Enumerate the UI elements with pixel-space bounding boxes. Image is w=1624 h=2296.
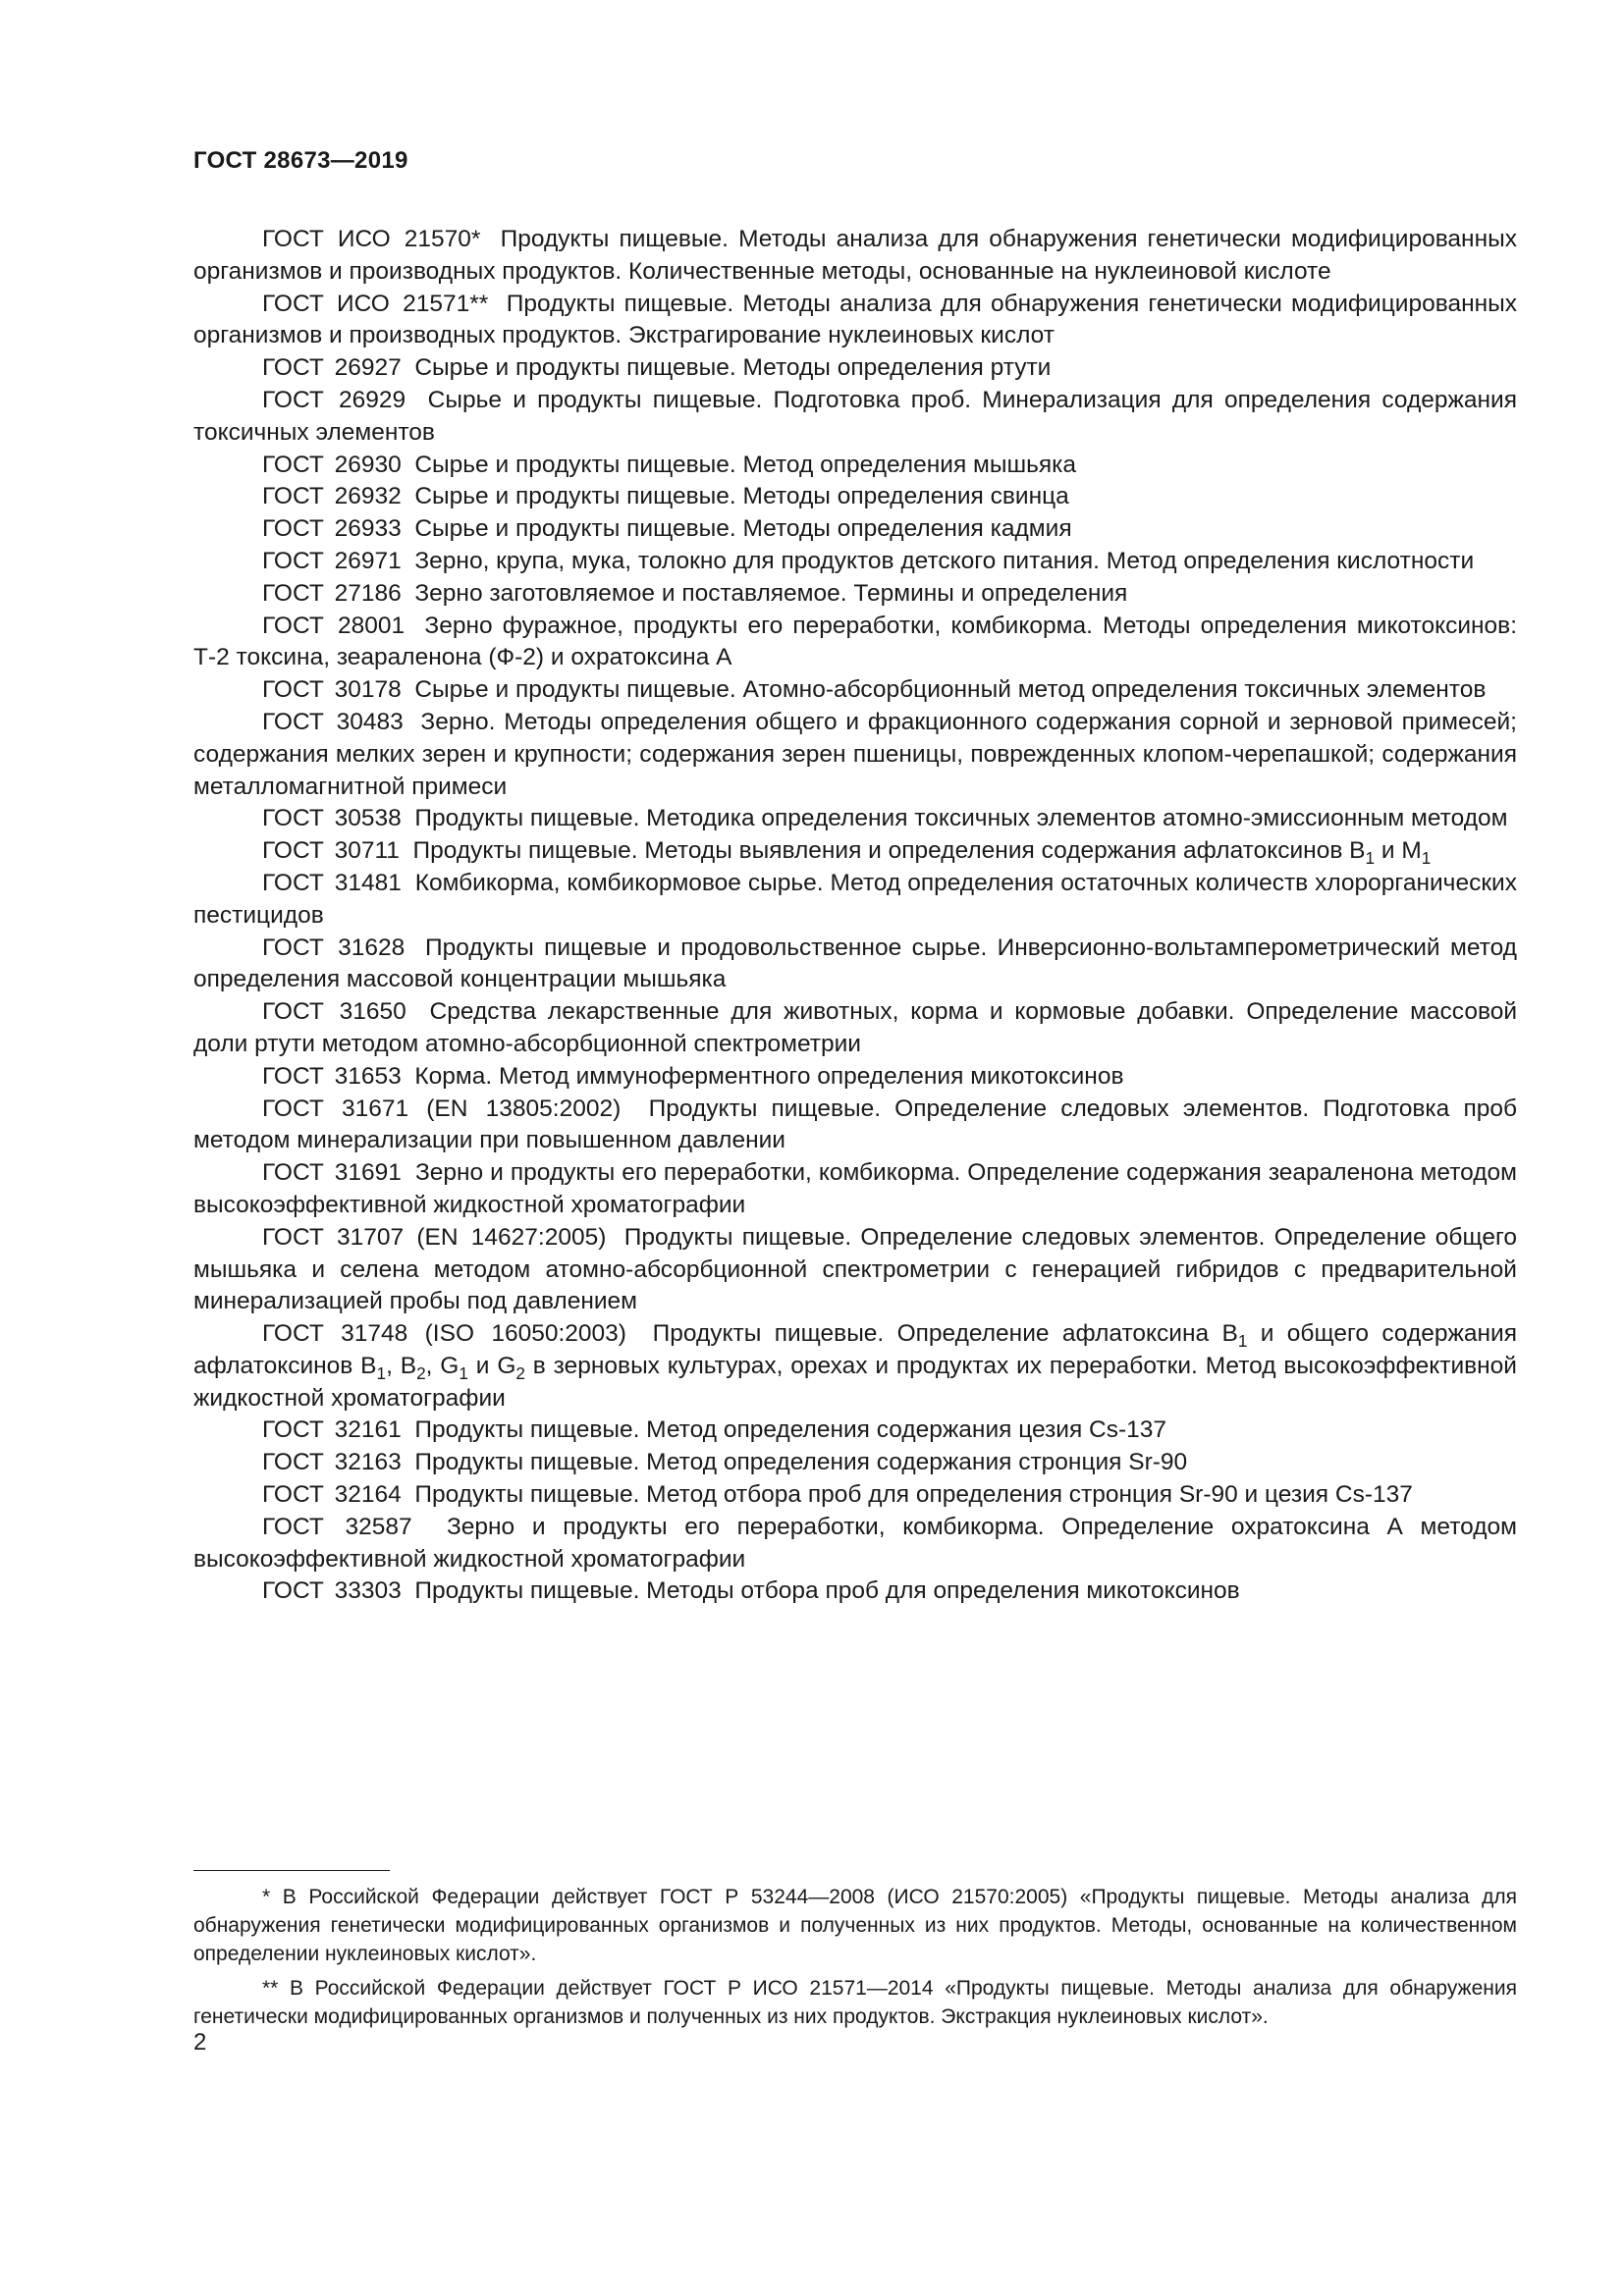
reference-title: Зерно и продукты его переработки, комбикорма. Определение охратоксина А методом высокоэффективной жидкостной хроматографии: [193, 1513, 1517, 1573]
reference-item: [193, 1447, 1517, 1479]
reference-item: [193, 385, 1517, 450]
footnotes: [193, 1883, 1517, 2037]
reference-item: [193, 803, 1517, 835]
reference-title: Зерно, крупа, мука, толокно для продуктов детского питания. Метод определения кислотности: [414, 547, 1475, 574]
reference-title: Сырье и продукты пищевые. Подготовка проб. Минерализация для определения содержания токсичных элементов: [193, 386, 1517, 446]
reference-title: Сырье и продукты пищевые. Методы определения свинца: [414, 483, 1069, 510]
reference-title: Сырье и продукты пищевые. Метод определения мышьяка: [414, 451, 1077, 478]
reference-title: Корма. Метод иммуноферментного определения микотоксинов: [414, 1062, 1124, 1090]
reference-code: ГОСТ 31748 (ISO 16050:2003): [262, 1320, 626, 1348]
reference-code: ГОСТ 32163: [262, 1449, 402, 1476]
reference-title: Продукты пищевые. Метод отбора проб для определения стронция Sr-90 и цезия Cs-137: [414, 1481, 1413, 1509]
reference-item: [193, 224, 1517, 289]
reference-item: [193, 933, 1517, 997]
reference-code: ГОСТ 31650: [262, 998, 406, 1026]
reference-item: [193, 546, 1517, 578]
reference-code: ГОСТ 31671 (EN 13805:2002): [262, 1095, 622, 1122]
footnote: ** В Российской Федерации действует ГОСТ Р ИСО 21571—2014 «Продукты пищевые. Методы анализа для обнаружения генетически модифицированных организмов и полученных из них продуктов. Экстракция нуклеиновых кислот».: [193, 1977, 1517, 2028]
page-number: 2: [193, 2029, 207, 2056]
normative-references-list: [193, 224, 1517, 1608]
reference-item: [193, 450, 1517, 482]
reference-title: Продукты пищевые. Метод определения содержания стронция Sr-90: [414, 1449, 1188, 1476]
reference-code: ГОСТ 26971: [262, 547, 402, 574]
reference-code: ГОСТ ИСО 21571**: [262, 290, 489, 317]
reference-code: ГОСТ 27186: [262, 579, 402, 607]
reference-code: ГОСТ 32164: [262, 1481, 402, 1509]
reference-title: Продукты пищевые. Методы анализа для обнаружения генетически модифицированных организмов и производных продуктов. Количественные методы, основанные на нуклеиновой кислоте: [193, 226, 1517, 285]
reference-code: ГОСТ 26932: [262, 483, 402, 510]
reference-code: ГОСТ 31653: [262, 1062, 402, 1090]
reference-item: [193, 352, 1517, 385]
reference-item: [193, 1157, 1517, 1222]
reference-title: Продукты пищевые. Методика определения токсичных элементов атомно-эмиссионным методом: [414, 805, 1508, 832]
reference-item: [193, 1575, 1517, 1608]
reference-item: [193, 1318, 1517, 1415]
reference-code: ГОСТ ИСО 21570*: [262, 226, 481, 252]
reference-item: [193, 611, 1517, 675]
reference-title: Продукты пищевые. Методы выявления и определения содержания афлатоксинов $B_1$ и $M_1$: [412, 837, 1432, 869]
reference-code: ГОСТ 30178: [262, 676, 402, 704]
reference-item: [193, 289, 1517, 353]
reference-item: [193, 481, 1517, 513]
reference-code: ГОСТ 31481: [262, 869, 402, 896]
reference-code: ГОСТ 31628: [262, 934, 406, 961]
reference-title: Продукты пищевые. Определение следовых элементов. Подготовка проб методом минерализации при повышенном давлении: [193, 1095, 1517, 1154]
reference-code: ГОСТ 30538: [262, 805, 402, 832]
reference-title: Продукты пищевые. Методы отбора проб для определения микотоксинов: [414, 1577, 1240, 1605]
reference-code: ГОСТ 26929: [262, 386, 406, 413]
reference-item: [193, 1061, 1517, 1094]
document-header: ГОСТ 28673—2019: [193, 147, 408, 174]
reference-code: ГОСТ 31691: [262, 1159, 402, 1187]
reference-item: [193, 1094, 1517, 1158]
reference-title: Сырье и продукты пищевые. Методы определения ртути: [414, 354, 1052, 382]
reference-item: [193, 1415, 1517, 1447]
reference-title: Зерно. Методы определения общего и фракционного содержания сорной и зерновой примесей; содержания мелких зерен и крупности; содержания зерен пшеницы, поврежденных клопом-черепашкой; содержания металломагнитной примеси: [193, 708, 1517, 800]
reference-title: Продукты пищевые. Методы анализа для обнаружения генетически модифицированных организмов и производных продуктов. Экстрагирование нуклеиновых кислот: [193, 290, 1517, 349]
reference-title: Зерно и продукты его переработки, комбикорма. Определение содержания зеараленона методом высокоэффективной жидкостной хроматографии: [193, 1159, 1517, 1218]
reference-title: Продукты пищевые. Метод определения содержания цезия Cs-137: [414, 1416, 1167, 1444]
reference-code: ГОСТ 26930: [262, 451, 402, 478]
reference-code: ГОСТ 31707 (EN 14627:2005): [262, 1223, 607, 1251]
reference-item: [193, 835, 1517, 868]
reference-title: Продукты пищевые. Определение следовых элементов. Определение общего мышьяка и селена методом атомно-абсорбционной спектрометрии с генерацией гибридов с предварительной минерализацией пробы под давлением: [193, 1223, 1517, 1315]
reference-title: Зерно фуражное, продукты его переработки, комбикорма. Методы определения микотоксинов: Т-2 токсина, зеараленона (Ф-2) и охратоксина А: [193, 612, 1518, 671]
reference-title: Продукты пищевые. Определение афлатоксина $B_1$ и общего содержания афлатоксинов $B_1$, $B_2$, $G_1$ и $G_2$ в зерновых культурах, орехах и продуктах их переработки. Метод высокоэффективной жидкостной хроматографии: [193, 1320, 1517, 1412]
reference-item: [193, 578, 1517, 611]
reference-item: [193, 996, 1517, 1061]
reference-code: ГОСТ 28001: [262, 612, 406, 639]
reference-title: Средства лекарственные для животных, корма и кормовые добавки. Определение массовой доли ртути методом атомно-абсорбционной спектрометрии: [193, 998, 1518, 1057]
footnote-divider: [193, 1870, 390, 1871]
reference-item: [193, 707, 1517, 803]
reference-item: [193, 513, 1517, 546]
reference-item: [193, 1479, 1517, 1512]
reference-title: Сырье и продукты пищевые. Методы определения кадмия: [414, 515, 1072, 543]
reference-code: ГОСТ 26933: [262, 515, 402, 543]
reference-code: ГОСТ 32587: [262, 1513, 412, 1540]
footnote: * В Российской Федерации действует ГОСТ Р 53244—2008 (ИСО 21570:2005) «Продукты пищевые. Методы анализа для обнаружения генетически модифицированных организмов и полученных из них продуктов. Методы, основанные на количественном определении нуклеиновых кислот».: [193, 1886, 1517, 1965]
reference-code: ГОСТ 32161: [262, 1416, 402, 1444]
reference-title: Зерно заготовляемое и поставляемое. Термины и определения: [414, 579, 1128, 607]
reference-code: ГОСТ 26927: [262, 354, 402, 382]
reference-item: [193, 674, 1517, 707]
reference-title: Сырье и продукты пищевые. Атомно-абсорбционный метод определения токсичных элементов: [414, 676, 1487, 704]
reference-title: Продукты пищевые и продовольственное сырье. Инверсионно-вольтамперометрический метод определения массовой концентрации мышьяка: [193, 934, 1517, 993]
reference-item: [193, 1512, 1517, 1576]
reference-code: ГОСТ 30711: [262, 837, 400, 865]
reference-item: [193, 868, 1517, 933]
reference-code: ГОСТ 30483: [262, 708, 404, 735]
reference-code: ГОСТ 33303: [262, 1577, 402, 1605]
reference-title: Комбикорма, комбикормовое сырье. Метод определения остаточных количеств хлорорганических пестицидов: [193, 869, 1517, 929]
reference-item: [193, 1222, 1517, 1318]
